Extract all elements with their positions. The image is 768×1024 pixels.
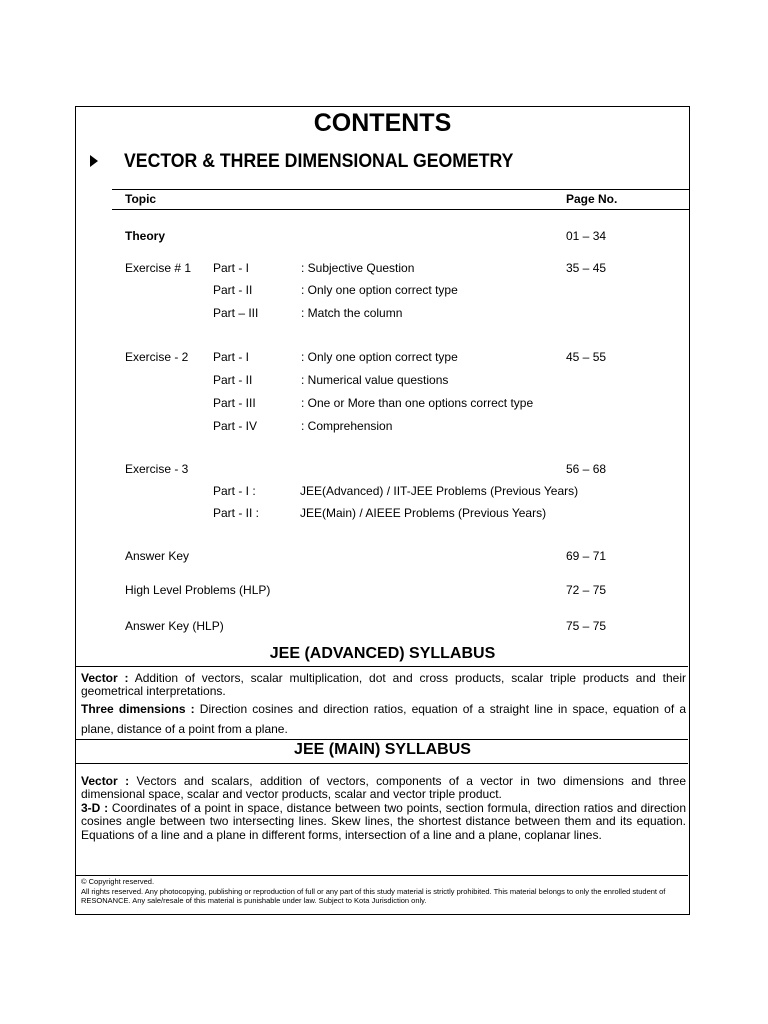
main-vector-text: Vectors and scalars, addition of vectors, components of a vector in two dimensions and three dimensional space, scalar and vector products, scalar and vector triple product. <box>81 774 687 802</box>
exercise3-part-label: Part - I : <box>213 484 256 498</box>
rights-notice-text: All rights reserved. Any photocopying, publishing or reproduction of full or any part of this study material is strictly prohibited. This material belongs to only the enrolled student of RESONANCE. Any sale/resale of this material is punishable under law. Subject to Kota Jurisdiction only. <box>81 886 666 906</box>
exercise2-part-label: Part - I <box>213 350 250 364</box>
main-syllabus-body <box>81 775 686 842</box>
exercise2-part-desc: : Numerical value questions <box>301 373 449 387</box>
exercise1-label: Exercise # 1 <box>125 261 192 275</box>
exercise3-part-label: Part - II : <box>213 506 260 520</box>
header-top-rule <box>112 189 689 190</box>
main-vector-label: Vector : <box>81 774 130 788</box>
footer-rule <box>76 875 688 876</box>
exercise2-part-desc: : One or More than one options correct type <box>301 396 534 410</box>
exercise3-part-desc: JEE(Main) / AIEEE Problems (Previous Years) <box>300 506 547 520</box>
header-bottom-rule <box>112 209 689 210</box>
answer-key-hlp-pages: 75 – 75 <box>566 619 607 633</box>
exercise1-part-desc: : Subjective Question <box>301 261 415 275</box>
exercise3-pages: 56 – 68 <box>566 462 607 476</box>
exercise2-part-label: Part - II <box>213 373 253 387</box>
exercise2-part-desc: : Only one option correct type <box>301 350 458 364</box>
theory-pages: 01 – 34 <box>566 229 607 243</box>
bullet-arrow-icon <box>90 155 98 167</box>
advanced-syllabus-rule <box>76 666 688 667</box>
subject-title: VECTOR & THREE DIMENSIONAL GEOMETRY <box>124 151 514 172</box>
exercise2-pages: 45 – 55 <box>566 350 607 364</box>
exercise3-part-desc: JEE(Advanced) / IIT-JEE Problems (Previous Years) <box>300 484 579 498</box>
exercise2-part-label: Part - III <box>213 396 256 410</box>
answer-key-hlp-label: Answer Key (HLP) <box>125 619 224 633</box>
main-syllabus-heading: JEE (MAIN) SYLLABUS <box>294 741 471 758</box>
exercise3-label: Exercise - 3 <box>125 462 189 476</box>
copyright-text: © Copyright reserved. <box>81 877 155 886</box>
advanced-syllabus-body <box>81 672 686 739</box>
main-three-d-text: Coordinates of a point in space, distance between two points, section formula, direction ratios and direction cosines angle between two intersecting lines. Skew lines, the shortest distance between them and its equation. Equations of a line and a plane in different forms, intersection of a line and a plane, coplanar lines. <box>81 800 686 842</box>
advanced-three-dim-text: Direction cosines and direction ratios, equation of a straight line in space, equation of a plane, distance of a point from a plane. <box>81 701 686 736</box>
exercise2-part-desc: : Comprehension <box>301 419 393 433</box>
exercise2-part-label: Part - IV <box>213 419 258 433</box>
advanced-vector-label: Vector : <box>81 671 129 685</box>
contents-page-frame <box>75 106 690 915</box>
footer-notice <box>81 877 686 906</box>
exercise1-part-label: Part - II <box>213 283 253 297</box>
exercise1-part-label: Part – III <box>213 306 259 320</box>
advanced-syllabus-heading: JEE (ADVANCED) SYLLABUS <box>269 645 496 662</box>
answer-key-label: Answer Key <box>125 549 190 563</box>
page-no-header: Page No. <box>566 192 618 206</box>
exercise1-part-desc: : Only one option correct type <box>301 283 458 297</box>
main-syllabus-bottom-rule <box>76 763 688 764</box>
exercise1-pages: 35 – 45 <box>566 261 607 275</box>
hlp-label: High Level Problems (HLP) <box>125 583 271 597</box>
answer-key-pages: 69 – 71 <box>566 549 607 563</box>
main-three-d-label: 3-D : <box>81 800 109 815</box>
topic-header: Topic <box>125 192 157 206</box>
advanced-vector-text: Addition of vectors, scalar multiplication, dot and cross products, scalar triple products and their geometrical interpretations. <box>81 671 686 699</box>
main-syllabus-top-rule <box>76 739 688 740</box>
exercise2-label: Exercise - 2 <box>125 350 189 364</box>
exercise1-part-desc: : Match the column <box>301 306 403 320</box>
hlp-pages: 72 – 75 <box>566 583 607 597</box>
exercise1-part-label: Part - I <box>213 261 250 275</box>
theory-label: Theory <box>125 229 166 243</box>
page-title: CONTENTS <box>313 109 452 137</box>
advanced-three-dim-label: Three dimensions : <box>81 701 195 716</box>
